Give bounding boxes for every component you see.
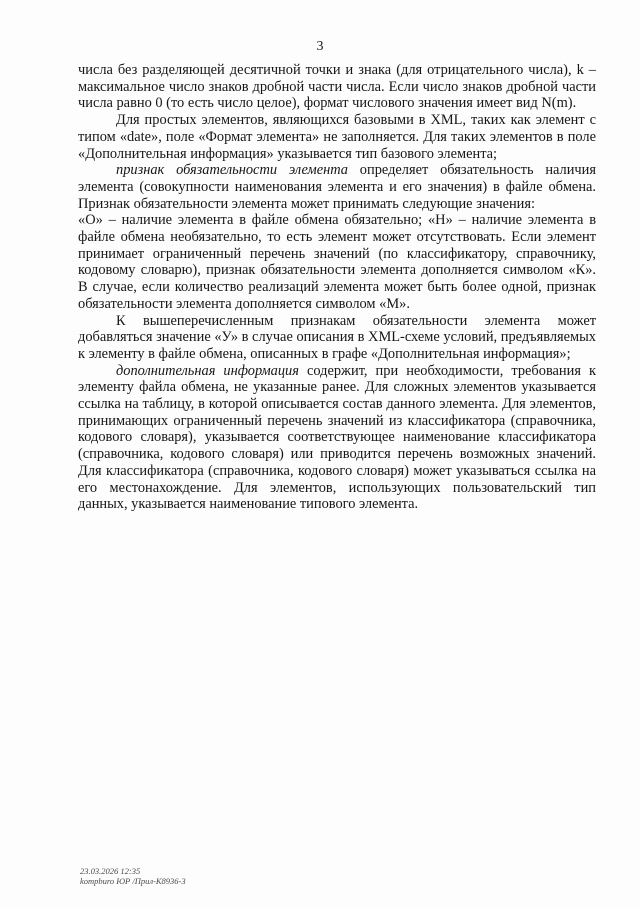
page-number: 3 bbox=[316, 39, 324, 54]
term-mandatory-sign: признак обязательности элемента bbox=[116, 162, 348, 179]
stamp-timestamp: 23.03.2026 12:35 bbox=[80, 866, 141, 876]
paragraph-mandatory-sign-text: определяет обязательность наличия элемента (совокупности наименования элемента и его значения) в файле обмена. Признак обязательности элемента может принимать следующие значения: bbox=[78, 162, 596, 212]
print-stamp bbox=[80, 866, 186, 886]
paragraph-condition-value: К вышеперечисленным признакам обязательности элемента может добавляться значение «У» в случае описания в XML-схеме условий, предъявляемых к элементу в файле обмена, описанных в графе «Дополнительная информация»; bbox=[78, 312, 596, 362]
term-additional-info: дополнительная информация bbox=[116, 362, 299, 379]
body-text bbox=[78, 62, 596, 513]
paragraph-mandatory-values: «О» – наличие элемента в файле обмена обязательно; «Н» – наличие элемента в файле обмена необязательно, то есть элемент может отсутствовать. Если элемент принимает ограниченный перечень значений (по классификатору, справочнику, кодовому словарю), признак обязательности элемента дополняется символом «К». В случае, если количество реализаций элемента может быть более одной, признак обязательности элемента дополняется символом «М». bbox=[78, 212, 596, 312]
stamp-reference: kompburo ЮР /Прил-К8936-3 bbox=[80, 876, 186, 886]
paragraph-additional-info-text: содержит, при необходимости, требования к элементу файла обмена, не указанные ранее. Для сложных элементов указывается ссылка на таблицу, в которой описывается состав данного элемента. Для элементов, принимающих ограниченный перечень значений из классификатора (справочника, кодового словаря), указывается соответствующее наименование классификатора (справочника, кодового словаря) или приводится перечень возможных значений. Для классификатора (справочника, кодового словаря) может указываться ссылка на его местонахождение. Для элементов, использующих пользовательский тип данных, указывается наименование типового элемента. bbox=[78, 362, 596, 513]
paragraph-additional-info bbox=[78, 363, 596, 513]
paragraph-mandatory-sign bbox=[78, 162, 596, 212]
paragraph-base-elements: Для простых элементов, являющихся базовыми в XML, таких как элемент с типом «date», поле «Формат элемента» не заполняется. Для таких элементов в поле «Дополнительная информация» указывается тип базового элемента; bbox=[78, 112, 596, 162]
paragraph-number-format: числа без разделяющей десятичной точки и знака (для отрицательного числа), k – максимальное число знаков дробной части числа. Если число знаков дробной части числа равно 0 (то есть число целое), формат числового значения имеет вид N(m). bbox=[78, 62, 596, 112]
